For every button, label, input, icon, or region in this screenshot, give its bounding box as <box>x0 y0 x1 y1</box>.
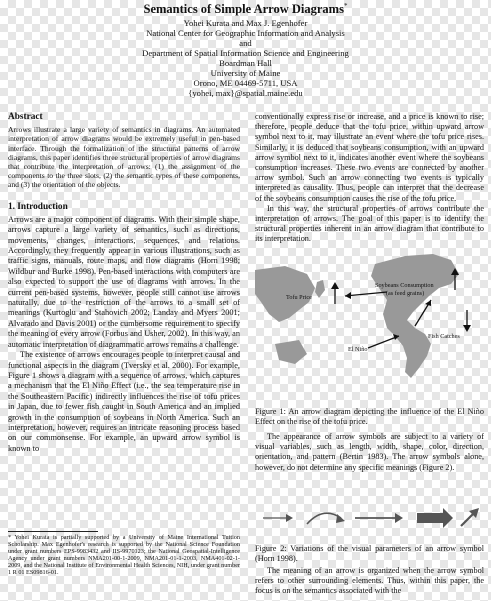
title-footnote-mark: * <box>343 2 348 10</box>
affiliation-1: National Center for Geographic Information and Analysis <box>146 28 345 38</box>
right-column-top <box>255 112 484 245</box>
label-feed-grains: (as feed grains) <box>386 290 425 297</box>
intro-paragraph-1: Arrows are a major component of diagrams. With their simple shape, arrows capture a large variety of semantics, such as directions, movements, changes, interactions, sequences, and relations. Accordingly, they frequently appear in various illustrations, such as traffic signs, manuals, route maps, and flow diagrams (Horn 1998; Wildbur and Burke 1998). Pen-based interactions with computers are also expected to support the use of diagrams with arrows. In the current pen-based systems, however, people still cannot use arrows naturally, due to the restriction of the arrows to a small set of meanings (Kurtoglu and Stahovich 2002; Landay and Myers 2001; Alvarado and Davis 2001) or the cumbersome requirement to specify the meaning of every arrow (Forbus and Usher, 2002). In this way, an automatic interpretation of diagrammatic arrows remains a challenge. <box>8 214 240 349</box>
right-paragraph-2: In this way, the structural properties of arrows contribute the interpretation of arrows. The goal of this paper is to identify the structural properties inherent in an arrow diagram that contribute to its interpretation. <box>255 203 484 244</box>
right-paragraph-3: The appearance of arrow symbols are subject to a variety of visual variables, such as length, width, shape, color, direction, orientation, and pattern (Bertin 1983). The arrow symbols alone, however, do not determine any specific meanings (Figure 2). <box>255 432 484 472</box>
paper-title-text: Semantics of Simple Arrow Diagrams <box>143 2 344 17</box>
footnote-rule <box>8 531 98 532</box>
oceania-landmass <box>275 340 307 364</box>
label-tofu-price: Tofu Price <box>286 294 312 301</box>
americas-landmass <box>371 254 459 378</box>
arrowhead <box>336 514 345 523</box>
japan-landmass <box>315 280 325 298</box>
figure-2-caption: Figure 2: Variations of the visual parameters of an arrow symbol (Horn 1998). <box>255 544 484 563</box>
figure-1-arrow-diagram <box>255 244 484 384</box>
intro-heading: 1. Introduction <box>8 201 68 212</box>
right-column-bottom <box>255 566 484 597</box>
abstract-heading: Abstract <box>8 112 43 122</box>
arrowhead <box>463 325 471 332</box>
footnote: * Yohei Kurata is partially supported by a University of Maine International Tuition Scholarship. Max Egenhofer's research is supported by the National Science Foundation under grant numbers EPS-9983432 and IIS-9970123; the National Geospatial-Intelligence Agency under grant numbers NMA201-00-1-2009, NMA201-01-1-2003, NMA401-02-1-2009, and the National Institute of Environmental Health Sciences, NIH, under grant number 1 R 01 ES09816-01. <box>8 534 240 577</box>
affiliation-2: Department of Spatial Information Science and Engineering <box>142 48 349 58</box>
authors: Yohei Kurata and Max J. Egenhofer <box>183 18 308 28</box>
right-paragraph-4: The meaning of an arrow is organized when the arrow symbol refers to other surrounding elements. Thus, within this paper, the focus is on the semantics associated with the <box>255 566 484 596</box>
intro-paragraph-2: The existence of arrows encourages people to interpret causal and functional aspects in the diagram (Tversky et al. 2000). For example, Figure 1 shows a diagram with a sequence of arrows, which captures a mechanism that the El Niño Effect (i.e., the sea temperature rise in the Southeastern Pacific) indirectly influences the rise of tofu prices in Japan, due to fewer fish caught in South America and an implied growth in the consumption of soybeans in North America. Such an interpretation, however, requires an intricate reasoning process based on our commonsense. For example, an upward arrow symbol is known to <box>8 350 240 453</box>
building: Boardman Hall <box>219 58 272 68</box>
arrow-variation-block <box>417 508 453 528</box>
arrowhead <box>345 292 351 299</box>
right-paragraph-1: conventionally express rise or increase, and a price is known to rise; therefore, people deduce that the tofu price, within upward arrow symbol next to it, may illustrate an event where the tofu price rises. Similarly, it is deduced that soybeans consumption, with an upward arrow symbol next to it, indicates another event where the soybeans consumption increases. These two events are connected by another arrow symbol. Such an arrow connecting two events is typically interpreted as causality. Thus, people can interpret that the decrease of the soybeans consumption causes the rise of the tofu price. <box>255 112 484 203</box>
arrow-soy-to-tofu <box>345 292 387 296</box>
arrowhead <box>395 513 403 523</box>
arrowhead <box>286 514 293 522</box>
figure-1-caption: Figure 1: An arrow diagram depicting the influence of the El Niño Effect on the rise of the tofu price. <box>255 407 484 426</box>
university: University of Maine <box>210 68 281 78</box>
affiliation-and: and <box>239 38 252 48</box>
figure-2-arrow-variations <box>255 496 484 538</box>
abstract-text: Arrows illustrate a large variety of semantics in diagrams. An automated interpretation of arrow diagrams would be extremely useful in pen-based interface. Through the formalization of the structural patterns of arrow diagrams, this paper identifies three structural properties of arrow diagrams that contribute the interpretation of arrows: (1) the assignment of the components to the three slots, (2) the semantic types of these components, and (3) the orientation of the objects. <box>8 125 240 190</box>
arrowhead <box>331 282 339 289</box>
label-el-nino: El Niño <box>348 346 368 353</box>
left-column <box>8 112 240 454</box>
arrow-variation-curved <box>307 513 341 524</box>
label-fish-catches: Fish Catches <box>428 333 460 340</box>
label-soybeans-consumption: Soybeans Consumption <box>375 282 434 289</box>
right-column-middle <box>255 432 484 473</box>
address: Orono, ME 04469-5711, USA <box>193 78 298 88</box>
paper-title <box>0 2 491 17</box>
world-map <box>255 254 459 378</box>
email: {yohei, max}@spatial.maine.edu <box>188 88 303 98</box>
